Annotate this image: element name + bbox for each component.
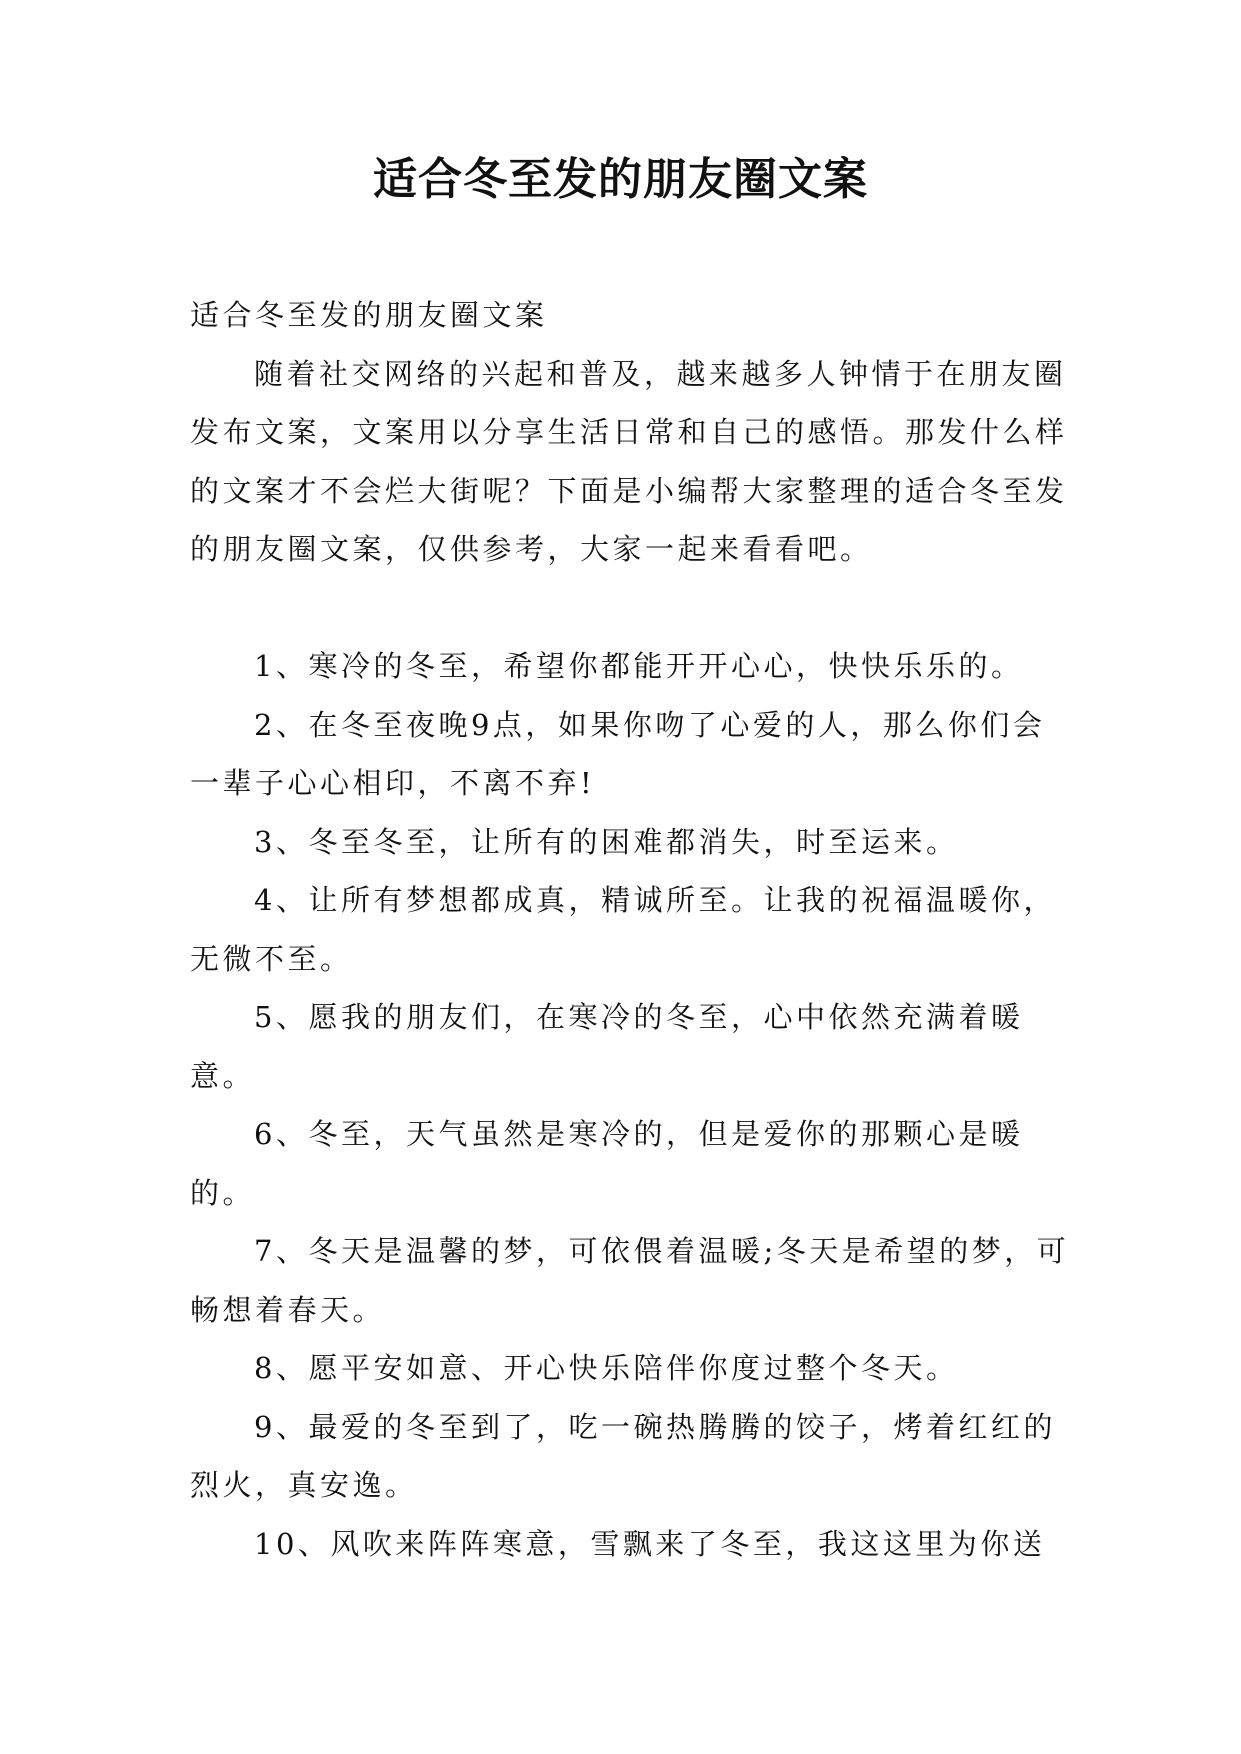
document-title: 适合冬至发的朋友圈文案 (373, 154, 868, 205)
list-item: 1、寒冷的冬至，希望你都能开开心心，快快乐乐的。 (254, 649, 1024, 683)
list-item: 2、在冬至夜晚9点，如果你吻了心爱的人，那么你们会一辈子心心相印，不离不弃! (190, 707, 1046, 800)
list-item: 8、愿平安如意、开心快乐陪伴你度过整个冬天。 (254, 1351, 959, 1385)
paragraph-spacer (190, 579, 1070, 638)
list-item: 4、让所有梦想都成真，精诚所至。让我的祝福温暖你，无微不至。 (190, 883, 1056, 976)
list-item: 5、愿我的朋友们，在寒冷的冬至，心中依然充满着暖意。 (190, 1000, 1024, 1093)
list-item: 7、冬天是温馨的梦，可依偎着温暖;冬天是希望的梦，可畅想着春天。 (190, 1234, 1070, 1327)
list-item: 6、冬至，天气虽然是寒冷的，但是爱你的那颗心是暖的。 (190, 1117, 1024, 1210)
document-body (190, 286, 1070, 1573)
document-subtitle: 适合冬至发的朋友圈文案 (190, 298, 548, 332)
list-item: 10、风吹来阵阵寒意，雪飘来了冬至，我这这里为你送 (254, 1526, 1046, 1561)
intro-paragraph: 随着社交网络的兴起和普及，越来越多人钟情于在朋友圈发布文案，文案用以分享生活日常和自己的感悟。那发什么样的文案才不会烂大街呢？下面是小编帮大家整理的适合冬至发的朋友圈文案，仅供参考，大家一起来看看吧。 (190, 356, 1068, 566)
list-item: 9、最爱的冬至到了，吃一碗热腾腾的饺子，烤着红红的烈火，真安逸。 (190, 1409, 1056, 1502)
list-item: 3、冬至冬至，让所有的困难都消失，时至运来。 (254, 824, 959, 859)
